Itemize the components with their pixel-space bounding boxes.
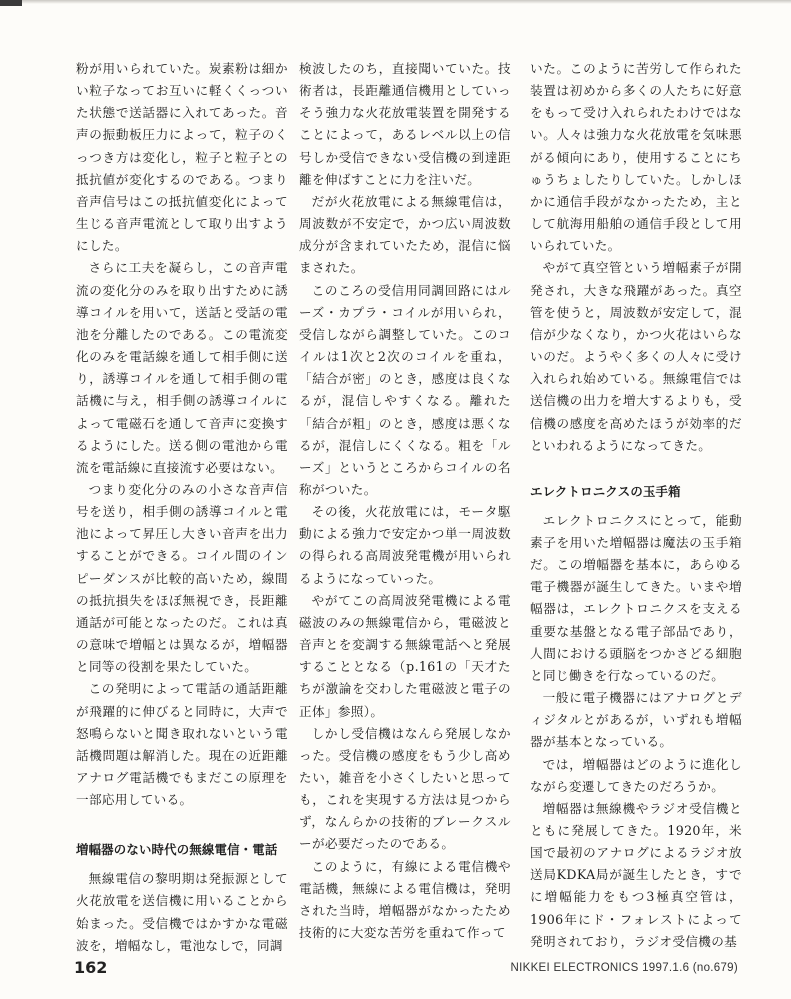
- section-heading: 増幅器のない時代の無線電信・電話: [76, 842, 278, 858]
- text-column-1: [76, 58, 288, 957]
- page-number: 162: [74, 958, 108, 977]
- paragraph: やがてこの高周波発電機による電磁波のみの無線電信から，電磁波と音声とを変調する無線電話へと発展することとなる（p.161の「天才たちが激論を交わした電磁波と電子の正体」参照）。: [299, 592, 511, 719]
- text-column-2: [299, 58, 511, 944]
- section-heading: エレクトロニクスの玉手箱: [530, 483, 681, 499]
- paragraph: 一般に電子機器にはアナログとディジタルとがあるが，いずれも増幅器が基本となっている。: [530, 690, 742, 750]
- paragraph: さらに工夫を凝らし，この音声電流の変化分のみを取り出すために誘導コイルを用いて，送話と受話の電池を分離したのである。この電流変化のみを電話線を通して相手側に送り，誘導コイルを通して相手側の電話機に与え，相手側の誘導コイルによって電磁石を通して音声に変換するようにした。送る側の電池から電流を電話線に直接流す必要はない。: [76, 260, 288, 475]
- paragraph: 粉が用いられていた。炭素粉は細かい粒子なってお互いに軽くくっついた状態で送話器に入れてあった。音声の振動板圧力によって，粒子のくっつき方は変化し，粒子と粒子との抵抗値が変化するのである。つまり音声信号はこの抵抗値変化によって生じる音声電流として取り出すようにした。: [76, 61, 288, 254]
- paragraph: だが火花放電による無線電信は，周波数が不安定で，かつ広い周波数成分が含まれていたため，混信に悩まされた。: [299, 193, 511, 276]
- paragraph: このころの受信用同調回路にはルーズ・カプラ・コイルが用いられ，受信しながら調整していた。このコイルは1次と2次のコイルを重ね，「結合が密」のとき，感度は良くなるが，混信しやすくなる。離れた「結合が粗」のとき，感度は悪くなるが，混信しにくくなる。粗を「ルーズ」というところからコイルの名称がついた。: [299, 282, 511, 497]
- paragraph: エレクトロニクスにとって，能動素子を用いた増幅器は魔法の玉手箱だ。この増幅器を基本に，あらゆる電子機器が誕生してきた。いまや増幅器は，エレクトロニクスを支える重要な基盤となる電子部品であり，人間における頭脳をつかさどる細胞と同じ働きを行なっているのだ。: [530, 512, 742, 683]
- paragraph: この発明によって電話の通話距離が飛躍的に伸びると同時に，大声で怒鳴らないと聞き取れないという電話機問題は解消した。現在の近距離アナログ電話機でもまだこの原理を一部応用している。: [76, 681, 288, 808]
- paragraph: では，増幅器はどのように進化しながら変遷してきたのだろうか。: [530, 756, 742, 794]
- paragraph: このように，有線による電信機や電話機，無線による電信機は，発明された当時，増幅器がなかったため技術的に大変な苦労を重ねて作って: [299, 858, 511, 941]
- paragraph: つまり変化分のみの小さな音声信号を送り，相手側の誘導コイルと電池によって昇圧し大きい音声を出力することができる。コイル間のインピーダンスが比較的高いため，線間の抵抗損失をほぼ無視でき，長距離通話が可能となったのだ。これは真の意味で増幅とは異なるが，増幅器と同等の役割を果たしていた。: [76, 481, 288, 675]
- paragraph: 増幅器は無線機やラジオ受信機とともに発展してきた。1920年，米国で最初のアナログによるラジオ放送局KDKA局が誕生したとき，すでに増幅能力をもつ3極真空管は，1906年にド・フォレストによって発明されており，ラジオ受信機の基: [530, 800, 742, 949]
- paragraph: 検波したのち，直接聞いていた。技術者は，長距離通信機用としていっそう強力な火花放電装置を開発することによって，あるレベル以上の信号しか受信できない受信機の到達距離を伸ばすことに力を注いだ。: [299, 61, 511, 187]
- paragraph: いた。このように苦労して作られた装置は初めから多くの人たちに好意をもって受け入れられたわけではない。人々は強力な火花放電を気味悪がる傾向にあり，使用することにちゅうちょしたりしていた。しかしほかに通信手段がなかったため，主として航海用船舶の通信手段として用いられていた。: [530, 61, 742, 254]
- paragraph: 無線電信の黎明期は発振源として火花放電を送信機に用いることから始まった。受信機ではかすかな電磁波を，増幅なし，電池なしで，同調: [76, 871, 288, 953]
- paragraph: その後，火花放電には，モータ駆動による強力で安定かつ単一周波数の得られる高周波発電機が用いられるようになっていった。: [299, 504, 511, 586]
- text-column-3: [530, 58, 742, 953]
- scan-artifact: [0, 0, 22, 6]
- publication-footer: NIKKEI ELECTRONICS 1997.1.6 (no.679): [510, 962, 738, 974]
- scan-edge: [0, 0, 791, 4]
- paragraph: やがて真空管という増幅素子が開発され，大きな飛躍があった。真空管を使うと，周波数が安定して，混信が少なくなり，かつ火花はいらないのだ。ようやく多くの人々に受け入れられ始めている。無線電信では送信機の出力を増大するよりも，受信機の感度を高めたほうが効率的だといわれるようになってきた。: [530, 260, 742, 453]
- paragraph: しかし受信機はなんら発展しなかった。受信機の感度をもう少し高めたい，雑音を小さくしたいと思っても，これを実現する方法は見つからず，なんらかの技術的ブレークスルーが必要だったのである。: [299, 725, 511, 852]
